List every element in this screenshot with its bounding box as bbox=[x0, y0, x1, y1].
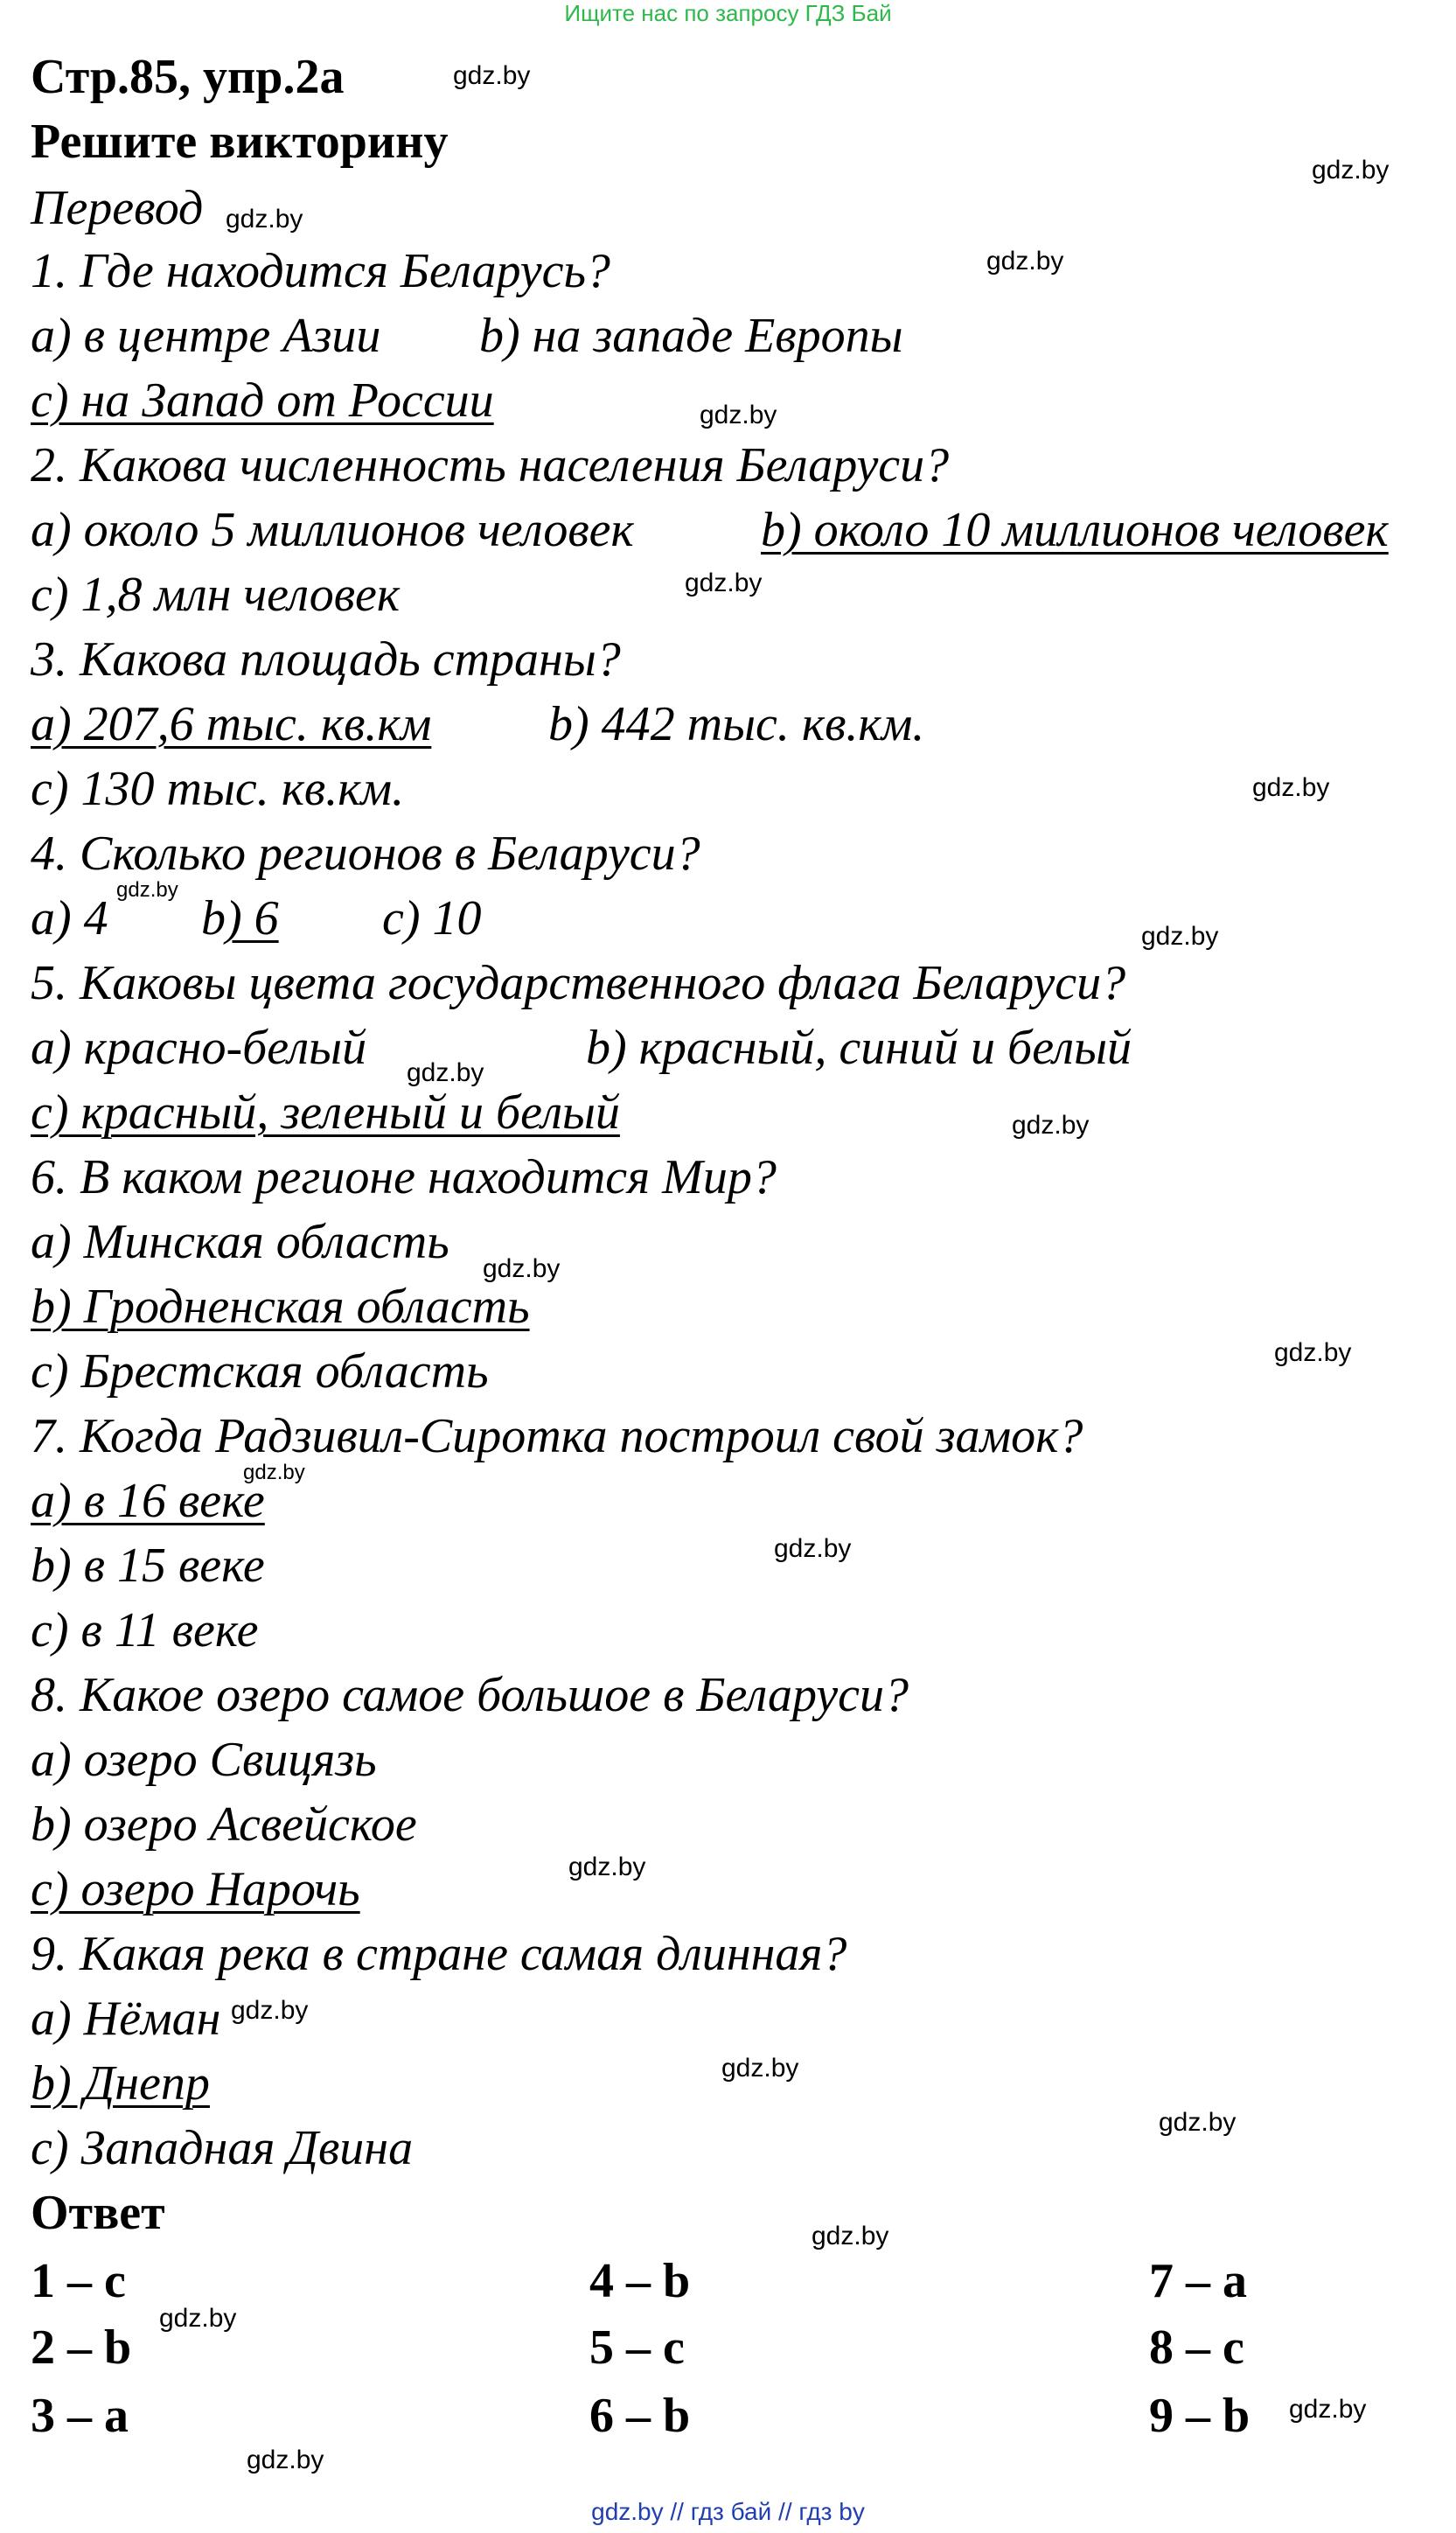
question-7: 7. Когда Радзивил-Сиротка построил свой замок? bbox=[31, 1409, 1083, 1463]
answer-7: 7 – a bbox=[1149, 2254, 1247, 2308]
q8-option-a: a) озеро Свицязь bbox=[31, 1733, 377, 1787]
watermark: gdz.by bbox=[116, 878, 178, 902]
q9-option-c: c) Западная Двина bbox=[31, 2121, 414, 2175]
watermark: gdz.by bbox=[1141, 922, 1219, 951]
watermark: gdz.by bbox=[685, 569, 763, 597]
q3-option-b: b) 442 тыс. кв.км. bbox=[548, 697, 925, 751]
q4-option-a: a) 4 bbox=[31, 891, 108, 946]
watermark: gdz.by bbox=[226, 205, 303, 234]
watermark: gdz.by bbox=[243, 1461, 305, 1484]
q1-option-c-correct: c) на Запад от России bbox=[31, 373, 494, 428]
q8-option-c-correct: c) озеро Нарочь bbox=[31, 1862, 360, 1916]
top-banner[interactable]: Ищите нас по запросу ГДЗ Бай bbox=[564, 0, 892, 26]
answer-6: 6 – b bbox=[589, 2389, 691, 2443]
q6-option-a: a) Минская область bbox=[31, 1215, 449, 1269]
question-4: 4. Сколько регионов в Беларуси? bbox=[31, 827, 700, 881]
answer-9: 9 – b bbox=[1149, 2389, 1250, 2443]
footer-links[interactable]: gdz.by // гдз бай // гдз by bbox=[591, 2498, 865, 2525]
q4-option-b-prefix: b bbox=[201, 891, 226, 946]
watermark: gdz.by bbox=[247, 2446, 324, 2474]
q7-option-b: b) в 15 веке bbox=[31, 1539, 265, 1593]
q4-option-b-correct bbox=[201, 891, 279, 946]
q7-option-c: c) в 11 веке bbox=[31, 1603, 259, 1657]
answer-4: 4 – b bbox=[589, 2254, 691, 2308]
q4-option-b-value: ) 6 bbox=[226, 891, 279, 946]
task-subtitle: Решите викторину bbox=[31, 115, 449, 169]
watermark: gdz.by bbox=[483, 1254, 561, 1283]
answer-3: 3 – a bbox=[31, 2389, 129, 2443]
watermark: gdz.by bbox=[774, 1534, 852, 1563]
watermark: gdz.by bbox=[1159, 2108, 1237, 2137]
q5-option-a: a) красно-белый bbox=[31, 1021, 367, 1075]
watermark: gdz.by bbox=[568, 1853, 646, 1881]
question-2: 2. Какова численность населения Беларуси? bbox=[31, 438, 950, 492]
watermark: gdz.by bbox=[1274, 1338, 1352, 1367]
q2-option-a: a) около 5 миллионов человек bbox=[31, 503, 634, 557]
answers-label: Ответ bbox=[31, 2186, 165, 2240]
watermark: gdz.by bbox=[407, 1058, 484, 1087]
watermark: gdz.by bbox=[721, 2054, 799, 2083]
watermark: gdz.by bbox=[1289, 2395, 1367, 2424]
q8-option-b: b) озеро Асвейское bbox=[31, 1797, 417, 1852]
answer-8: 8 – c bbox=[1149, 2320, 1244, 2375]
q2-option-c: c) 1,8 млн человек bbox=[31, 568, 401, 622]
answer-2: 2 – b bbox=[31, 2320, 132, 2375]
watermark: gdz.by bbox=[812, 2222, 889, 2250]
q6-option-c: c) Брестская область bbox=[31, 1344, 489, 1399]
watermark: gdz.by bbox=[1012, 1111, 1090, 1140]
watermark: gdz.by bbox=[986, 247, 1064, 276]
watermark: gdz.by bbox=[1252, 773, 1330, 802]
translation-label: Перевод bbox=[31, 181, 204, 235]
q4-option-c: c) 10 bbox=[382, 891, 482, 946]
q3-option-c: c) 130 тыс. кв.км. bbox=[31, 762, 405, 816]
q9-option-a: a) Нёман bbox=[31, 1992, 221, 2046]
q3-option-a-correct: a) 207,6 тыс. кв.км bbox=[31, 697, 432, 751]
question-5: 5. Каковы цвета государственного флага Беларуси? bbox=[31, 956, 1126, 1010]
q6-option-b-correct: b) Гродненская область bbox=[31, 1280, 530, 1334]
watermark: gdz.by bbox=[231, 1996, 309, 2025]
watermark: gdz.by bbox=[1312, 156, 1390, 185]
question-6: 6. В каком регионе находится Мир? bbox=[31, 1150, 777, 1204]
watermark: gdz.by bbox=[159, 2304, 237, 2333]
question-1: 1. Где находится Беларусь? bbox=[31, 244, 610, 298]
watermark: gdz.by bbox=[700, 401, 777, 429]
question-9: 9. Какая река в стране самая длинная? bbox=[31, 1927, 847, 1981]
watermark: gdz.by bbox=[453, 61, 531, 90]
answer-1: 1 – c bbox=[31, 2254, 126, 2308]
q5-option-c-correct: c) красный, зеленый и белый bbox=[31, 1085, 620, 1140]
q2-option-b-correct: b) около 10 миллионов человек bbox=[761, 503, 1389, 557]
question-3: 3. Какова площадь страны? bbox=[31, 632, 621, 687]
page-title: Стр.85, упр.2а bbox=[31, 50, 345, 104]
answer-5: 5 – c bbox=[589, 2320, 685, 2375]
question-8: 8. Какое озеро самое большое в Беларуси? bbox=[31, 1668, 909, 1722]
q1-option-a: a) в центре Азии bbox=[31, 309, 381, 363]
q1-option-b: b) на западе Европы bbox=[479, 309, 903, 363]
q5-option-b: b) красный, синий и белый bbox=[586, 1021, 1132, 1075]
q7-option-a-correct: a) в 16 веке bbox=[31, 1474, 265, 1528]
q9-option-b-correct: b) Днепр bbox=[31, 2056, 210, 2111]
